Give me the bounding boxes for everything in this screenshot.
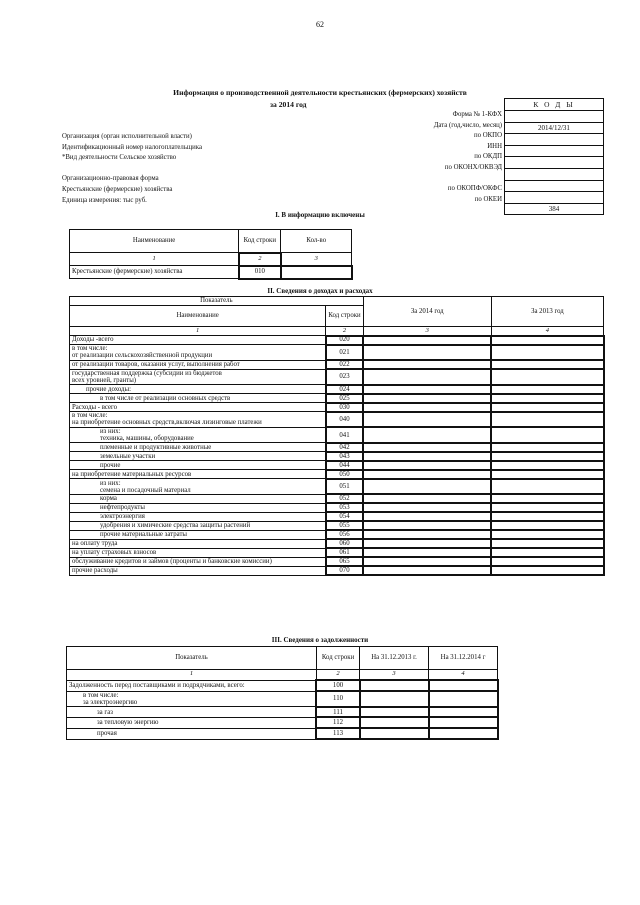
row-value-cell[interactable] [491,412,603,428]
page-number: 62 [316,20,324,29]
table-row [70,494,604,503]
row-value-cell[interactable] [491,360,603,369]
code-value-cell[interactable] [505,168,604,180]
row-value-cell[interactable] [491,403,603,412]
row-value-cell[interactable] [491,494,603,503]
codes-table [504,98,604,215]
row-value-cell[interactable] [363,470,491,479]
table-row [67,728,498,739]
code-value-cell[interactable] [505,145,604,157]
col-number: 4 [429,670,498,681]
row-value-cell[interactable] [363,403,491,412]
col-number: 1 [70,327,326,336]
row-value-cell[interactable] [491,427,603,443]
row-value-cell[interactable] [363,412,491,428]
row-code: 023 [326,369,363,385]
code-value-cell[interactable] [505,192,604,204]
col-number: 2 [326,327,363,336]
col-number: 3 [360,670,429,681]
code-value-cell[interactable] [505,157,604,169]
row-name: Расходы - всего [70,403,326,412]
row-code: 052 [326,494,363,503]
row-value-cell[interactable] [360,691,429,707]
row-name: на приобретение материальных ресурсов [70,470,326,479]
table-row [70,557,604,566]
row-code: 051 [326,479,363,495]
row-name: земельные участки [70,452,326,461]
code-label: ИНН [487,142,502,150]
table-row [70,427,604,443]
row-value-cell[interactable] [363,443,491,452]
row-value-cell[interactable] [363,539,491,548]
code-label: Форма № 1-КФХ [452,111,502,118]
section3-title: III. Сведения о задолженности [271,636,369,644]
code-label: по ОКОНХ/ОКВЭД [444,163,502,171]
org-label: Организация (орган исполнительной власти) [62,133,192,140]
row-code: 110 [316,691,359,707]
row-name: электроэнергия [70,512,326,521]
col-header-code: Код строки [316,647,359,670]
row-code: 113 [316,728,359,739]
row-code: 070 [326,566,363,575]
row-value-cell[interactable] [491,479,603,495]
col-number: 3 [363,327,491,336]
table-row [70,470,604,479]
row-value-cell[interactable] [363,452,491,461]
col-header-count: Кол-во [281,230,352,253]
table-row [70,479,604,495]
section2-title: II. Сведения о доходах и расходах [267,287,373,295]
table-row [70,412,604,428]
row-value-cell[interactable] [363,461,491,470]
org-label: Крестьянские (фермерские) хозяйства [62,185,173,193]
row-value-cell[interactable] [491,336,603,345]
row-value-cell[interactable] [363,566,491,575]
code-value-cell[interactable]: 2014/12/31 [505,122,604,134]
row-value-cell[interactable] [363,369,491,385]
row-value-cell[interactable] [429,728,498,739]
col-number: 4 [491,327,603,336]
row-name: прочие расходы [70,566,326,575]
row-name: прочие доходы: [70,385,326,394]
row-code: 044 [326,461,363,470]
row-code: 060 [326,539,363,548]
header-group: Показатель [70,297,364,306]
row-value-cell[interactable] [491,394,603,403]
document-title: Информация о производственной деятельности крестьянских (фермерских) хозяйств [173,88,467,97]
row-value-cell[interactable] [360,680,429,691]
row-code: 065 [326,557,363,566]
row-value-cell[interactable] [429,707,498,718]
table-row [70,512,604,521]
col-header-indicator: Показатель [67,647,317,670]
code-label: по ОКПО [474,132,502,140]
row-value-cell[interactable] [491,521,603,530]
row-code: 042 [326,443,363,452]
col-header-code: Код строки [326,306,363,327]
row-value-cell[interactable] [281,266,352,279]
col-header-name: Наименование [70,230,239,253]
col-number: 2 [239,253,281,266]
row-value-cell[interactable] [363,548,491,557]
table-row [70,369,604,385]
row-value-cell[interactable] [491,566,603,575]
row-code: 056 [326,530,363,539]
row-code: 010 [239,266,281,279]
row-value-cell[interactable] [491,530,603,539]
code-label: по ОКДП [474,153,502,161]
org-label [62,164,202,175]
row-value-cell[interactable] [363,503,491,512]
row-name: от реализации товаров, оказания услуг, выполнения работ [70,360,326,369]
codes-header: К О Д Ы [505,99,604,111]
row-code: 020 [326,336,363,345]
row-code: 022 [326,360,363,369]
table-row [67,680,498,691]
code-label: по ОКОПФ/ОКФС [447,185,502,193]
table-row [70,394,604,403]
col-header-name: Наименование [70,306,326,327]
debt-table [66,646,498,740]
row-code: 100 [316,680,359,691]
row-value-cell[interactable] [491,369,603,385]
row-value-cell[interactable] [363,512,491,521]
row-value-cell[interactable] [491,539,603,548]
col-number: 1 [70,253,239,266]
row-code: 112 [316,717,359,728]
org-label: *Вид деятельности Сельское хозяйство [62,154,177,162]
row-value-cell[interactable] [429,717,498,728]
table-row [70,461,604,470]
table-row [70,345,604,361]
row-value-cell[interactable] [363,345,491,361]
row-value-cell[interactable] [491,452,603,461]
code-label [380,174,502,185]
row-name: прочие [70,461,326,470]
row-code: 111 [316,707,359,718]
row-name: в том числе: на приобретение основных средств,включая лизинговые платежи [70,412,326,428]
table-row [70,452,604,461]
table-row [70,539,604,548]
section1-title: I. В информацию включены [275,211,365,219]
row-value-cell[interactable] [363,530,491,539]
row-value-cell[interactable] [363,521,491,530]
table-row [70,385,604,394]
row-code: 021 [326,345,363,361]
col-number: 2 [316,670,359,681]
row-value-cell[interactable] [363,479,491,495]
row-code: 043 [326,452,363,461]
organization-labels [62,132,202,206]
table-row [70,336,604,345]
col-header-2013: За 2013 год [491,297,603,327]
row-value-cell[interactable] [360,728,429,739]
table-row [70,403,604,412]
row-code: 050 [326,470,363,479]
row-name: Задолженность перед поставщиками и подрядчиками, всего: [67,680,317,691]
row-code: 040 [326,412,363,428]
row-name: в том числе: за электроэнергию [67,691,317,707]
row-value-cell[interactable] [491,345,603,361]
row-name: племенные и продуктивные животные [70,443,326,452]
row-name: прочие материальные затраты [70,530,326,539]
row-name: из них: семена и посадочный материал [70,479,326,495]
row-value-cell[interactable] [491,557,603,566]
table-row [70,443,604,452]
row-value-cell[interactable] [360,707,429,718]
row-value-cell[interactable] [491,548,603,557]
table-row [70,566,604,575]
org-label: Единица измерения: тыс руб. [62,196,147,204]
col-number: 1 [67,670,317,681]
table-row [67,707,498,718]
row-name: нефтепродукты [70,503,326,512]
row-name: удобрения и химические средства защиты растений [70,521,326,530]
row-value-cell[interactable] [491,443,603,452]
report-period: за 2014 год [270,100,307,109]
code-value-cell[interactable] [505,180,604,192]
row-name: прочая [67,728,317,739]
code-labels [380,110,502,205]
row-value-cell[interactable] [363,385,491,394]
row-value-cell[interactable] [491,385,603,394]
row-value-cell[interactable] [363,394,491,403]
row-code: 061 [326,548,363,557]
included-table [69,229,352,279]
row-value-cell[interactable] [429,680,498,691]
row-value-cell[interactable] [363,360,491,369]
row-value-cell[interactable] [363,427,491,443]
table-row [70,266,352,279]
col-header-code: Код строки [239,230,281,253]
row-code: 025 [326,394,363,403]
row-value-cell[interactable] [491,503,603,512]
row-name: Доходы -всего [70,336,326,345]
code-label: Дата (год,число, месяц) [433,121,502,129]
row-code: 053 [326,503,363,512]
table-row [70,521,604,530]
row-name: на уплату страховых взносов [70,548,326,557]
row-name: за тепловую энергию [67,717,317,728]
table-row [67,691,498,707]
code-label: по ОКЕИ [474,195,502,203]
table-row [70,503,604,512]
col-header-2013: На 31.12.2013 г. [360,647,429,670]
row-name: из них: техника, машины, оборудование [70,427,326,443]
row-value-cell[interactable] [363,557,491,566]
row-name: в том числе от реализации основных средств [70,394,326,403]
col-number: 3 [281,253,352,266]
row-code: 055 [326,521,363,530]
col-header-2014: За 2014 год [363,297,491,327]
org-label: Организационно-правовая форма [62,175,159,183]
row-value-cell[interactable] [491,470,603,479]
row-name: государственная поддержка (субсидии из бюджетов всех уровней, гранты) [70,369,326,385]
row-name: в том числе: от реализации сельскохозяйственной продукции [70,345,326,361]
row-value-cell[interactable] [363,336,491,345]
row-code: 054 [326,512,363,521]
col-header-2014: На 31.12.2014 г [429,647,498,670]
row-code: 024 [326,385,363,394]
row-value-cell[interactable] [491,461,603,470]
row-value-cell[interactable] [491,512,603,521]
table-row [70,548,604,557]
row-value-cell[interactable] [360,717,429,728]
row-name: корма [70,494,326,503]
row-name: на оплату труда [70,539,326,548]
row-code: 030 [326,403,363,412]
code-value-cell[interactable] [505,111,604,123]
code-value-cell[interactable]: 384 [505,203,604,215]
row-name: обслуживание кредитов и займов (проценты и банковские комиссии) [70,557,326,566]
row-name: за газ [67,707,317,718]
table-row [70,530,604,539]
row-code: 041 [326,427,363,443]
org-label: Идентификационный номер налогоплательщика [62,143,203,151]
code-value-cell[interactable] [505,134,604,146]
table-row [67,717,498,728]
row-value-cell[interactable] [429,691,498,707]
row-name: Крестьянские (фермерские) хозяйства [70,266,239,279]
row-value-cell[interactable] [363,494,491,503]
table-row [70,360,604,369]
income-expenses-table [69,296,604,576]
